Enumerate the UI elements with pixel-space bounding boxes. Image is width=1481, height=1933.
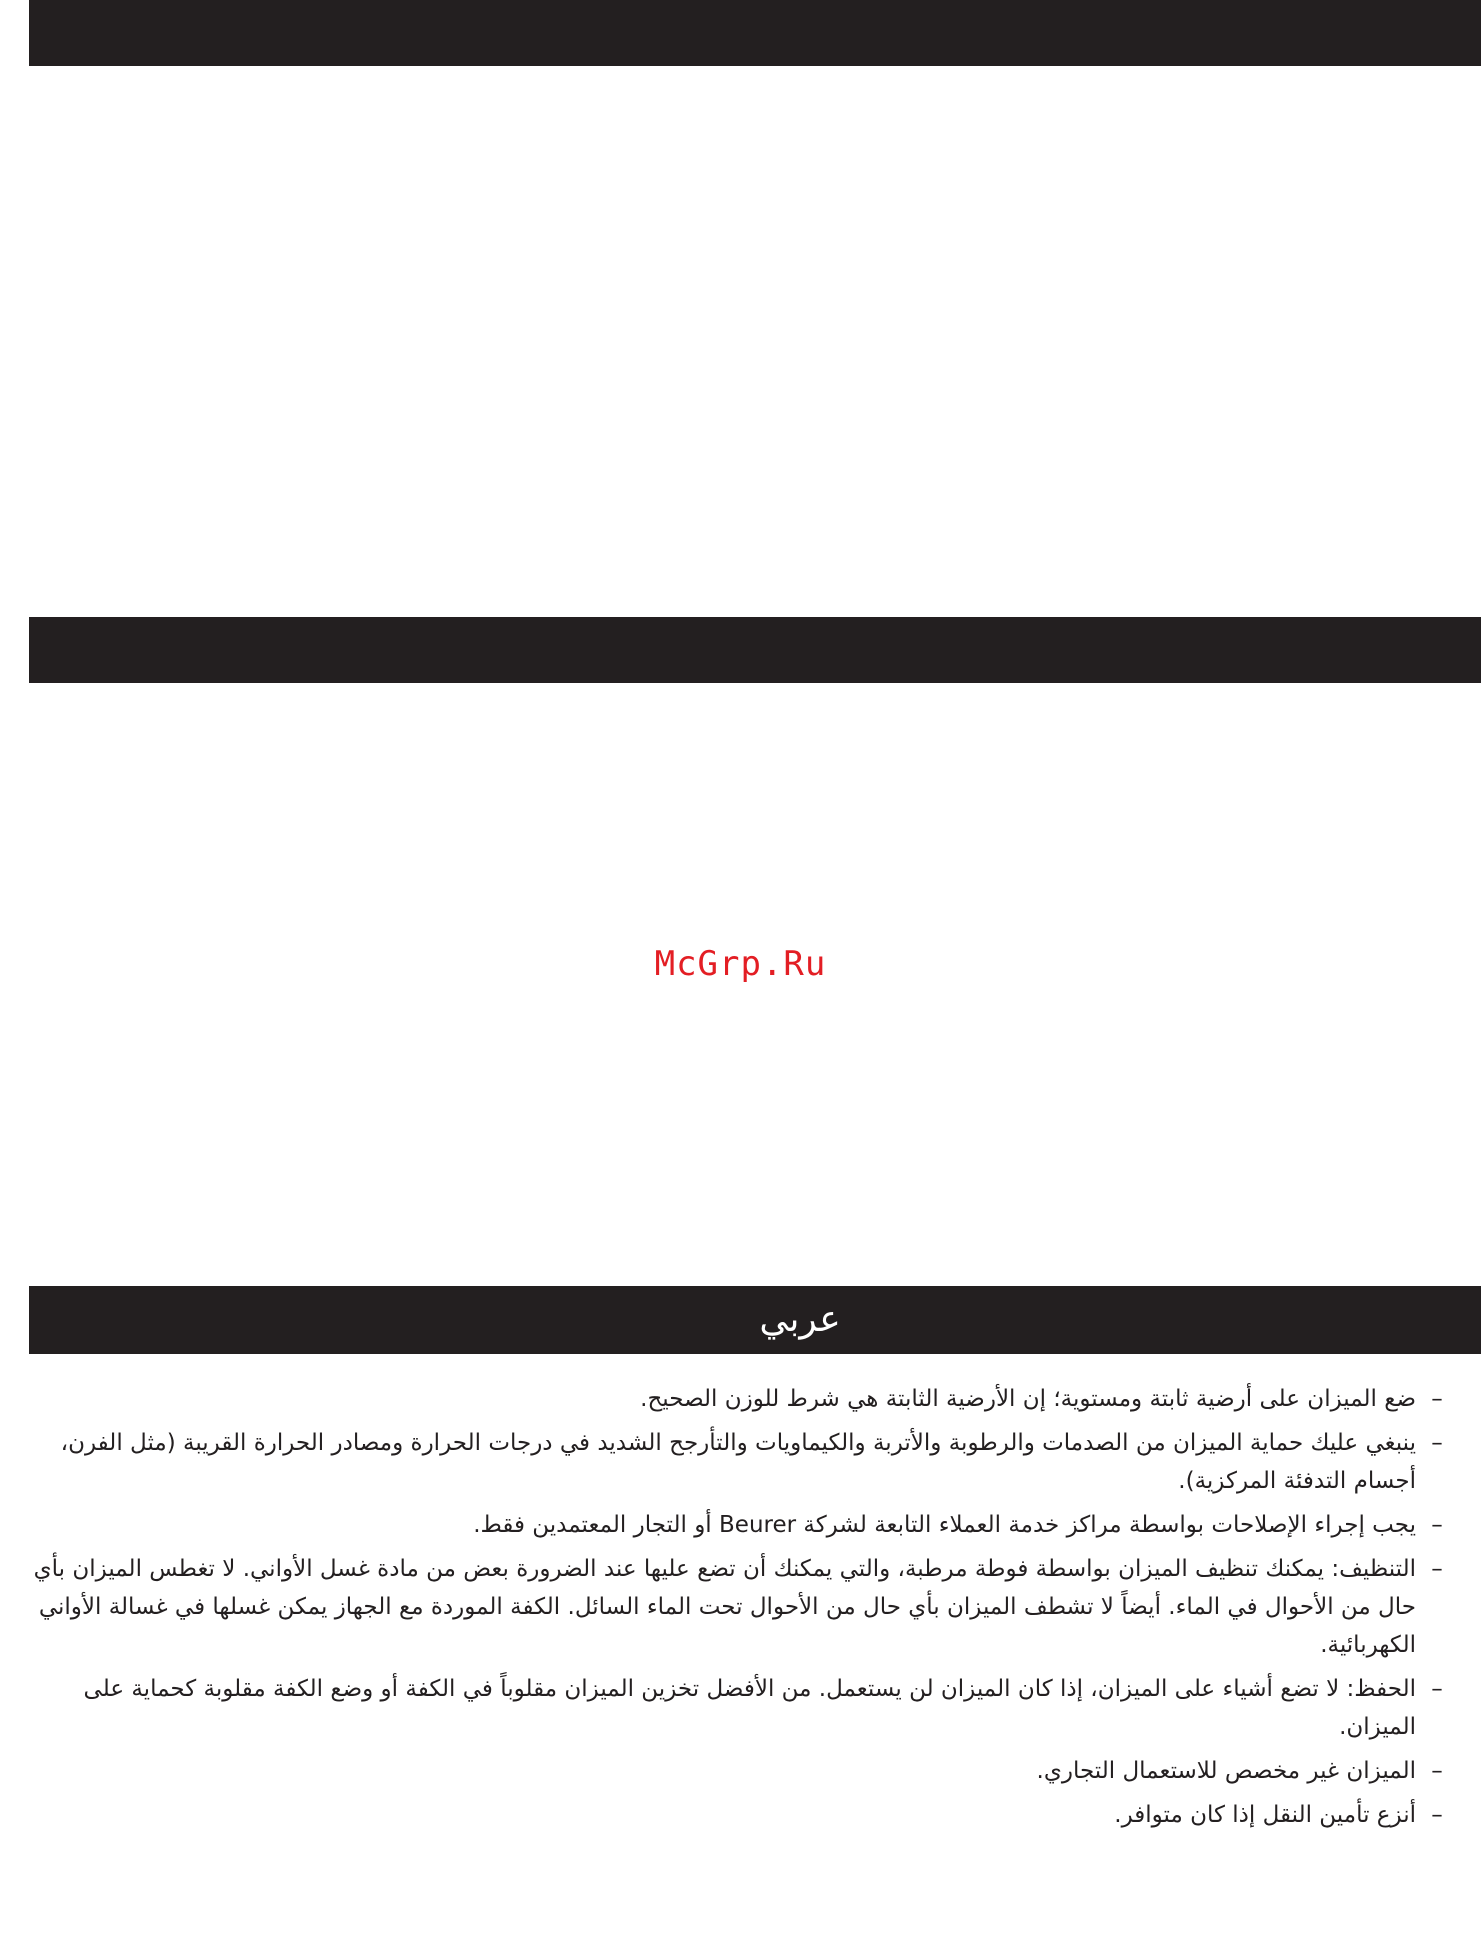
section-title: عربي [759, 1299, 841, 1340]
list-item [0, 1424, 1450, 1500]
bullet-dash: – [1431, 1430, 1443, 1456]
bullet-dash: – [1431, 1512, 1443, 1538]
list-item-text: الحفظ: لا تضع أشياء على الميزان، إذا كان الميزان لن يستعمل. من الأفضل تخزين الميزان مقلوباً في الكفة أو وضع الكفة مقلوبة كحماية على الميزان. [83, 1676, 1416, 1740]
list-item [0, 1752, 1450, 1790]
list-item [0, 1670, 1450, 1746]
section-header-bar [29, 1286, 1481, 1354]
bullet-dash: – [1431, 1802, 1443, 1828]
list-item [0, 1380, 1450, 1418]
brand-name: Beurer [719, 1512, 797, 1538]
list-item-text: ينبغي عليك حماية الميزان من الصدمات والرطوبة والأتربة والكيماويات والتأرجح الشديد في درجات الحرارة ومصادر الحرارة القريبة (مثل الفرن، أجسام التدفئة المركزية). [60, 1430, 1416, 1494]
bullet-dash: – [1431, 1556, 1443, 1582]
list-item-text: الميزان غير مخصص للاستعمال التجاري. [1036, 1758, 1416, 1784]
list-item-text [0, 1506, 1416, 1544]
bullet-dash: – [1431, 1386, 1443, 1412]
list-item-text-after: أو التجار المعتمدين فقط. [473, 1512, 720, 1538]
list-item-text: أنزع تأمين النقل إذا كان متوافر. [1114, 1802, 1416, 1828]
bullet-dash: – [1431, 1758, 1443, 1784]
header-bar-top [29, 0, 1481, 66]
list-item [0, 1796, 1450, 1834]
list-item [0, 1506, 1450, 1544]
list-item-text: ضع الميزان على أرضية ثابتة ومستوية؛ إن الأرضية الثابتة هي شرط للوزن الصحيح. [640, 1386, 1416, 1412]
watermark: McGrp.Ru [654, 944, 827, 984]
list-item-text: التنظيف: يمكنك تنظيف الميزان بواسطة فوطة مرطبة، والتي يمكنك أن تضع عليها عند الضرورة بعض من مادة غسل الأواني. لا تغطس الميزان بأي حال من الأحوال في الماء. أيضاً لا تشطف الميزان بأي حال من الأحوال تحت الماء السائل. الكفة الموردة مع الجهاز يمكن غسلها في غسالة الأواني الكهربائية. [33, 1556, 1416, 1658]
list-item-text-before: يجب إجراء الإصلاحات بواسطة مراكز خدمة العملاء التابعة لشركة [796, 1512, 1416, 1538]
list-item [0, 1550, 1450, 1664]
bullet-dash: – [1431, 1676, 1443, 1702]
instructions-list [0, 1380, 1450, 1840]
header-bar-middle [29, 617, 1481, 683]
